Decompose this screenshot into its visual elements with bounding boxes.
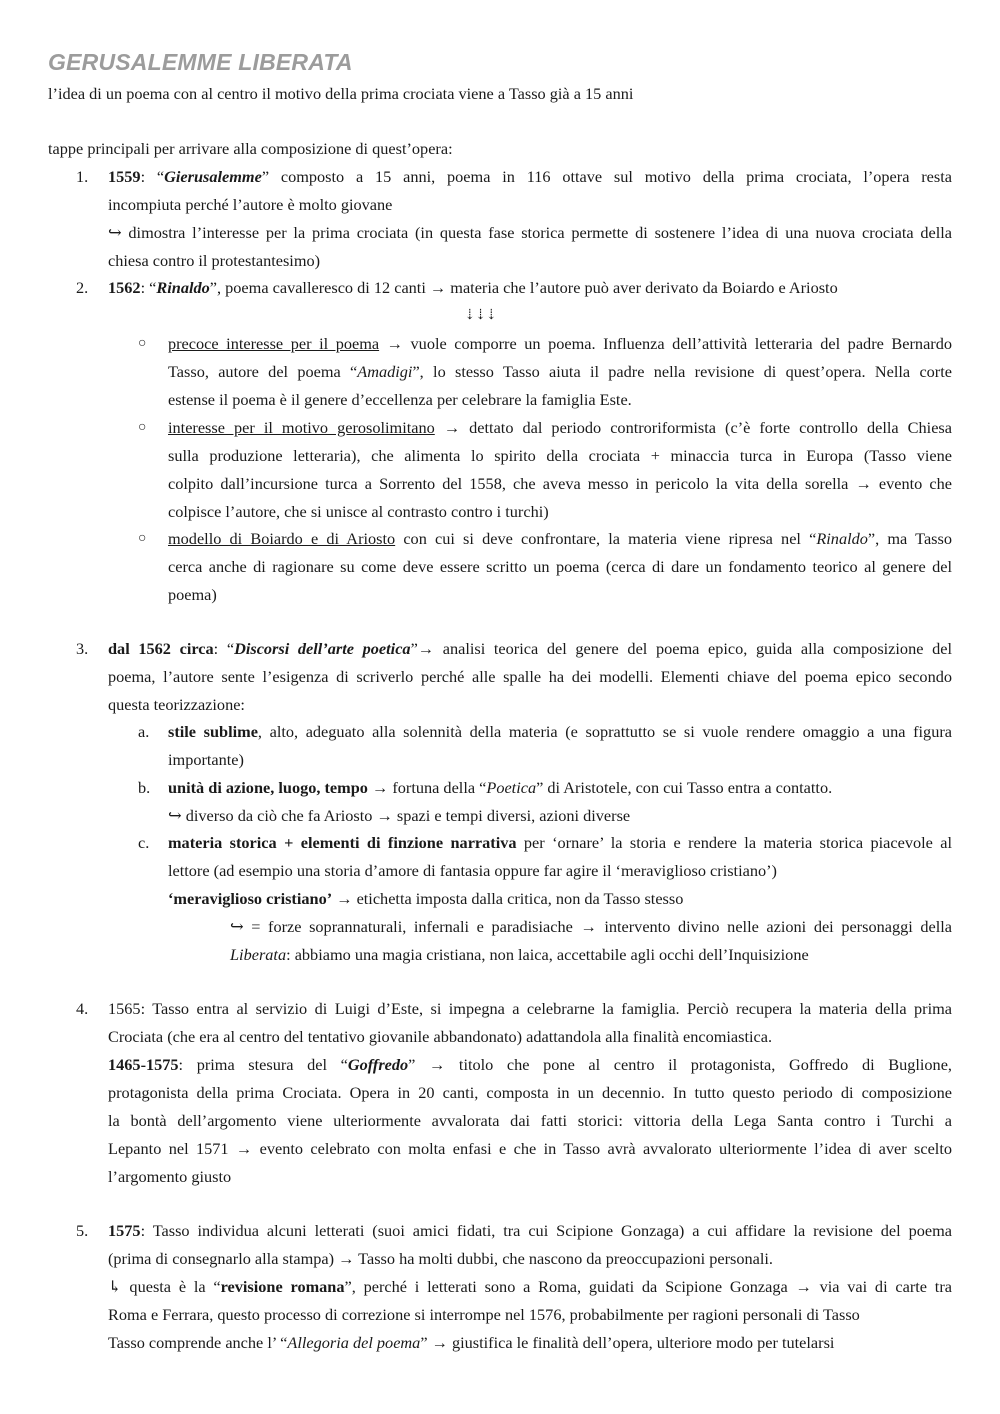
letter-marker: c. (138, 833, 150, 852)
letter-marker: a. (138, 722, 150, 741)
arrow-line: ↪ = forze soprannaturali, infernali e paradisiache → intervento divino nelle azioni dei personaggi della (230, 917, 952, 936)
text-line: Crociata (che era al centro del tentativo giovanile abbandonato) adattandola alla finalità encomiastica. (108, 1027, 773, 1046)
text-line: incompiuta perché l’autore è molto giovane (108, 195, 393, 214)
text-line (168, 525, 952, 553)
text-line (108, 635, 952, 663)
text-line (168, 885, 952, 913)
text: Tasso comprende anche l’ “ (108, 1333, 288, 1352)
text-line: colpito dall’incursione turca a Sorrento del 1558, che aveva messo in pericolo la vita della sorella → evento che (168, 474, 952, 493)
text-line: importante) (168, 750, 244, 769)
text: → vuole comporre un poema. Influenza dell’attività letteraria del padre Bernardo (379, 334, 952, 353)
list-number: 4. (76, 999, 89, 1018)
work-title: Amadigi (357, 362, 413, 381)
list-number: 3. (76, 639, 89, 658)
text: per ‘ornare’ la storia e rendere la materia storica piacevole al (516, 833, 953, 852)
underlined-heading: modello di Boiardo e di Ariosto (168, 529, 396, 548)
letter-marker: b. (138, 778, 151, 797)
text-line (168, 330, 952, 358)
text: → etichetta imposta dalla critica, non da Tasso stesso (332, 889, 684, 908)
text: ”, perché i letterati sono a Roma, guidati da Scipione Gonzaga → via vai di carte tra (344, 1277, 952, 1296)
text: : Tasso individua alcuni letterati (suoi amici fidati, tra cui Scipione Gonzaga) a cui affidare la revisione del poema (140, 1221, 952, 1240)
text-line: protagonista della prima Crociata. Opera in 20 canti, composta in un decennio. In tutto questo periodo di composizione (108, 1083, 952, 1102)
work-title: Rinaldo (156, 278, 210, 297)
work-title: Liberata (230, 945, 287, 964)
intro-paragraph: l’idea di un poema con al centro il motivo della prima crociata viene a Tasso già a 15 anni (48, 84, 634, 103)
year: 1562 (108, 278, 141, 297)
text-line (168, 718, 952, 746)
text-line (108, 1217, 952, 1245)
letter-item-body (168, 829, 952, 913)
text: : abbiamo una magia cristiana, non laica, accettabile agli occhi dell’Inquisizione (286, 945, 809, 964)
bold-term: revisione romana (220, 1277, 345, 1296)
bold-term: elementi di finzione narrativa (300, 833, 517, 852)
document-title: GERUSALEMME LIBERATA (48, 49, 353, 75)
arrow-line: ↪ diverso da ciò che fa Ariosto → spazi e tempi diversi, azioni diverse (168, 806, 631, 825)
text: ” → titolo che pone al centro il protagonista, Goffredo di Buglione, (408, 1055, 952, 1074)
text-line: Lepanto nel 1571 → evento celebrato con molta enfasi e che in Tasso avrà avvalorato ulteriormente l’idea di aver scelto (108, 1139, 952, 1158)
text-line: l’argomento giusto (108, 1167, 232, 1186)
text-line (168, 414, 952, 442)
meraviglioso-definition (230, 913, 952, 969)
text-line: Roma e Ferrara, questo processo di correzione si interrompe nel 1576, probabilmente per ragioni personali di Tasso (108, 1305, 860, 1324)
text: ”, ma Tasso (867, 529, 952, 548)
list-number: 1. (76, 167, 89, 186)
text: ”→ analisi teorica del genere del poema epico, guida alla composizione del (410, 639, 952, 658)
text-line: la bontà dell’argomento viene ulteriormente avvalorata dai fatti storici: vittoria della Lega Santa contro i Turchi a (108, 1111, 952, 1130)
bold-term: ‘meraviglioso cristiano’ (168, 889, 333, 908)
sub-bullet-body (168, 414, 952, 526)
text-line: poema, l’autore sente l’esigenza di scriverlo perché alle spalle ha dei modelli. Elementi chiave del poema epico secondo (108, 667, 952, 686)
underlined-heading: precoce interesse per il poema (168, 334, 380, 353)
text-line (168, 829, 952, 857)
text-line (108, 1051, 952, 1079)
plus-sign: + (276, 833, 301, 852)
text-line: cerca anche di ragionare su come deve essere scritto un poema (cerca di dare un fondamento teorico al genere del (168, 557, 952, 576)
year: 1559 (108, 167, 141, 186)
list-number: 2. (76, 278, 89, 297)
work-title: Poetica (486, 778, 537, 797)
punct: : “ (140, 167, 165, 186)
text-line (108, 163, 952, 191)
punct: : “ (213, 639, 235, 658)
text: con cui si deve confrontare, la materia viene ripresa nel “ (395, 529, 817, 548)
text-line (108, 1329, 952, 1357)
work-title: Rinaldo (816, 529, 868, 548)
list-number: 5. (76, 1221, 89, 1240)
bold-term: stile sublime (168, 722, 258, 741)
text-line (168, 358, 952, 386)
text: ” composto a 15 anni, poema in 116 ottave sul motivo della prima crociata, l’opera resta (261, 167, 952, 186)
text: ” di Aristotele, con cui Tasso entra a contatto. (536, 778, 833, 797)
text: → fortuna della “ (367, 778, 487, 797)
bullet-icon: ○ (138, 531, 147, 546)
text: ”, lo stesso Tasso aiuta il padre nella revisione di quest’opera. Nella corte (412, 362, 952, 381)
text-line: chiesa contro il protestantesimo) (108, 251, 321, 270)
work-title: Gierusalemme (164, 167, 262, 186)
text-line (168, 774, 952, 802)
text: ”, poema cavalleresco di 12 canti → materia che l’autore può aver derivato da Boiardo e Ariosto (209, 278, 838, 297)
arrow-line (108, 1273, 952, 1301)
text: : prima stesura del “ (178, 1055, 348, 1074)
bold-term: materia storica (168, 833, 277, 852)
text-line: sulla produzione letteraria), che alimenta lo spirito della crociata + minaccia turca in Europa (Tasso viene (168, 446, 952, 465)
text: Tasso, autore del poema “ (168, 362, 358, 381)
text-line: colpisce l’autore, che si unisce al contrasto contro i turchi) (168, 502, 549, 521)
text: , alto, adeguato alla solennità della materia (e soprattutto se si vuole rendere omaggio a una figura (257, 722, 952, 741)
letter-item-body (168, 718, 952, 774)
underlined-heading: interesse per il motivo gerosolimitano (168, 418, 435, 437)
text: ” → giustifica le finalità dell’opera, ulteriore modo per tutelarsi (420, 1333, 835, 1352)
tappe-intro: tappe principali per arrivare alla composizione di quest’opera: (48, 139, 453, 158)
letter-item-body (168, 774, 952, 830)
sub-bullet-body (168, 330, 952, 414)
item-heading: dal 1562 circa (108, 639, 214, 658)
text: ↳ questa è la “ (108, 1277, 221, 1296)
bullet-icon: ○ (138, 420, 147, 435)
text-line: poema) (168, 585, 217, 604)
bullet-icon: ○ (138, 336, 147, 351)
punct: : “ (140, 278, 157, 297)
year: 1465-1575 (108, 1055, 179, 1074)
arrow-line: ↪ dimostra l’interesse per la prima crociata (in questa fase storica permette di sostenere l’idea di una nuova crociata della (108, 223, 952, 242)
text-line: questa teorizzazione: (108, 695, 245, 714)
work-title: Discorsi dell’arte poetica (234, 639, 411, 658)
text-line: estense il poema è il genere d’eccellenza per celebrare la famiglia Este. (168, 390, 632, 409)
text-line: 1565: Tasso entra al servizio di Luigi d’Este, si impegna a celebrarne la famiglia. Perciò recupera la materia della prima (108, 999, 952, 1018)
bold-term: unità di azione, luogo, tempo (168, 778, 368, 797)
text: → dettato dal periodo controriformista (c’è forte controllo della Chiesa (434, 418, 952, 437)
text-line: lettore (ad esempio una storia d’amore di fantasia oppure far agire il ‘meraviglioso cristiano’) (168, 861, 777, 880)
list-item-body (108, 163, 952, 275)
text-line (108, 274, 952, 302)
year: 1575 (108, 1221, 141, 1240)
list-item-body (108, 995, 952, 1191)
work-title: Allegoria del poema (287, 1333, 421, 1352)
sub-bullet-body (168, 525, 952, 609)
text-line (230, 941, 952, 969)
text-line: (prima di consegnarlo alla stampa) → Tasso ha molti dubbi, che nascono da preoccupazioni personali. (108, 1249, 773, 1268)
list-item-body (108, 274, 952, 330)
list-item-body (108, 635, 952, 719)
work-title: Goffredo (347, 1055, 409, 1074)
list-item-body (108, 1217, 952, 1357)
down-arrows-icon: ⇣⇣⇣ (463, 308, 497, 323)
